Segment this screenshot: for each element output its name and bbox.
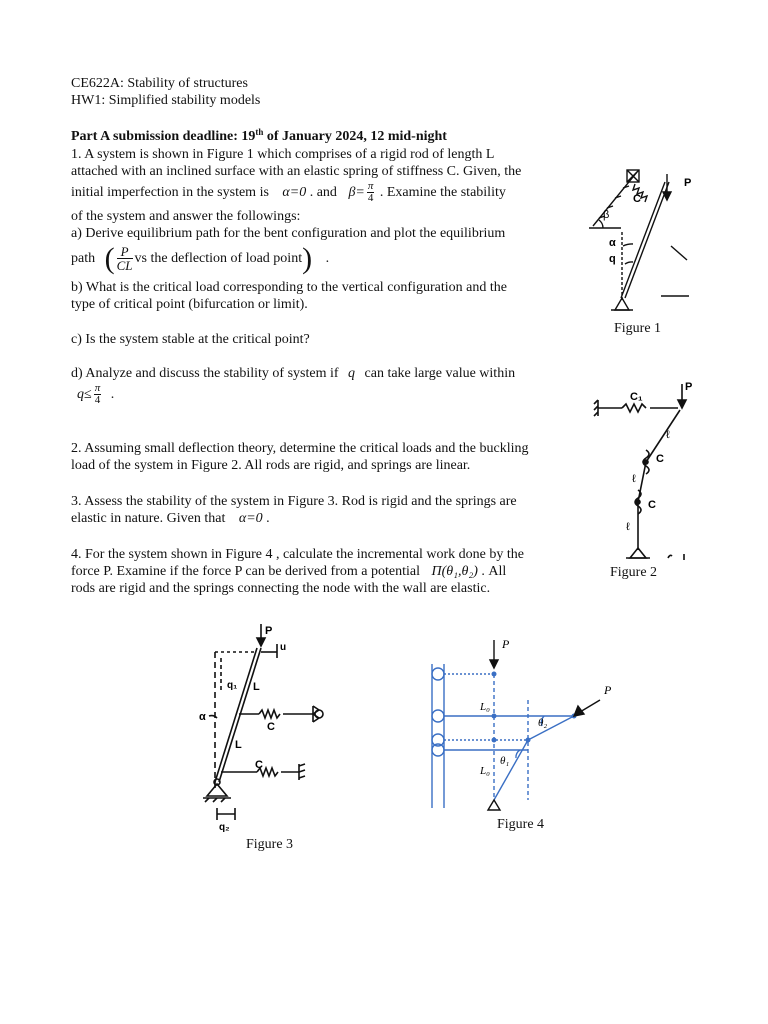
fig1-label-alpha: α — [609, 237, 616, 249]
q1-line3-pre: initial imperfection in the system is — [71, 185, 269, 200]
figure-4-diagram — [420, 634, 620, 816]
q3-alpha-eq: α=0 — [238, 511, 263, 526]
question-4 — [71, 546, 571, 597]
q1-a-frac — [117, 245, 133, 272]
homework-title: HW1: Simplified stability models — [71, 93, 261, 108]
q4-potential: Π(θ₁,θ₂) — [431, 564, 478, 579]
q1-d-post: can take large value within — [364, 366, 516, 381]
fig4-label-P-right: P — [604, 683, 612, 697]
q1-line2: attached with an inclined surface with an elastic spring of stiffness C. Given, the — [71, 164, 522, 179]
deadline — [71, 128, 447, 145]
fig3-label-L-lower: L — [235, 739, 242, 751]
q1-line4: of the system and answer the followings: — [71, 209, 301, 224]
q1-alpha-eq: α=0 — [282, 185, 307, 200]
q1-d-line1 — [71, 365, 566, 382]
fig1-label-C: C — [633, 193, 641, 205]
q1-line3-post: . Examine the stability — [379, 185, 506, 200]
q1-d-qle: q≤ — [77, 387, 92, 402]
q1-and: . and — [309, 185, 337, 200]
fig2-label-l-mid: ℓ — [632, 473, 636, 485]
figure-2-caption: Figure 2 — [610, 565, 658, 580]
q3-line1: 3. Assess the stability of the system in Figure 3. Rod is rigid and the springs are — [71, 494, 517, 509]
q1-line1: 1. A system is shown in Figure 1 which comprises of a rigid rod of length L — [71, 147, 495, 162]
q3-line2 — [71, 510, 566, 527]
figure-1-diagram — [585, 168, 695, 313]
fig4-label-theta2: θ₂ — [538, 717, 548, 729]
q1-d-pi: π — [94, 382, 101, 395]
question-2 — [71, 440, 571, 474]
fig3-label-q1: q₁ — [227, 680, 238, 691]
fig4-label-theta1: θ₁ — [500, 755, 510, 767]
q1-d-q: q — [348, 366, 356, 381]
question-3 — [71, 493, 566, 527]
q1-beta-eq: β= — [348, 185, 365, 200]
q1-d-line2 — [77, 382, 566, 408]
q1-d-four: 4 — [94, 394, 101, 407]
fig3-label-C-upper: C — [267, 721, 275, 733]
q1-d-frac — [94, 383, 102, 406]
q1-d-dot: . — [110, 387, 115, 402]
fig3-label-C-lower: C — [255, 759, 263, 771]
q3-line2-pre: elastic in nature. Given that — [71, 511, 226, 526]
q3-dot: . — [266, 511, 270, 526]
fig3-label-alpha: α — [199, 711, 206, 723]
fig2-label-C-upper: C — [656, 453, 664, 465]
q1-a-P: P — [117, 245, 133, 259]
q1-b-line1: b) What is the critical load corresponding to the vertical configuration and the — [71, 280, 507, 295]
q1-a-CL: CL — [116, 258, 133, 274]
q2-line1: 2. Assuming small deflection theory, determine the critical loads and the buckling — [71, 441, 529, 456]
q1-a-rparen: ) — [302, 241, 313, 275]
fig2-label-l-upper: ℓ — [666, 429, 670, 441]
fig4-label-L0-upper: L₀ — [480, 701, 490, 713]
q1-b-line2: type of critical point (bifurcation or limit). — [71, 297, 308, 312]
fig4-label-P-top: P — [502, 637, 510, 651]
figure-3-diagram — [195, 622, 335, 834]
q1-a-vs: vs the deflection of load point — [134, 251, 303, 266]
question-1 — [71, 146, 566, 408]
q1-a-lparen: ( — [104, 241, 115, 275]
q4-line3: rods are rigid and the springs connecting the node with the wall are elastic. — [71, 581, 491, 596]
fig2-label-l-lower: ℓ — [626, 521, 630, 533]
fig2-label-P: P — [685, 381, 693, 393]
q1-a-line2 — [71, 242, 566, 276]
q1-d-pre: d) Analyze and discuss the stability of system if — [71, 366, 339, 381]
figure-1-caption: Figure 1 — [614, 321, 662, 336]
q1-a-path: path — [71, 251, 96, 266]
figure-4-caption: Figure 4 — [497, 817, 545, 832]
fig3-label-u: u — [280, 642, 287, 653]
q1-c: c) Is the system stable at the critical point? — [71, 332, 310, 347]
fig1-label-q: q — [609, 253, 616, 265]
fig3-label-P: P — [265, 625, 273, 637]
deadline-text: Part A submission deadline: 19th of January 2024, 12 mid-night — [71, 127, 447, 144]
q1-a-dot: . — [325, 251, 330, 266]
course-title: CE622A: Stability of structures — [71, 76, 248, 91]
fig3-label-q2: q₂ — [219, 822, 230, 833]
q1-line3 — [71, 180, 566, 206]
q1-pi-over-4 — [367, 181, 375, 204]
q4-line1: 4. For the system shown in Figure 4 , calculate the incremental work done by the — [71, 547, 524, 562]
fig2-label-C1: C₁ — [630, 391, 643, 403]
q1-pi: π — [367, 180, 374, 193]
q4-line2-pre: force P. Examine if the force P can be derived from a potential — [71, 564, 420, 579]
fig2-label-C-lower: C — [648, 499, 656, 511]
figure-2-diagram — [592, 378, 696, 564]
figure-3-caption: Figure 3 — [246, 837, 294, 852]
q1-a-line1: a) Derive equilibrium path for the bent configuration and plot the equilibrium — [71, 226, 506, 241]
q4-line2 — [71, 563, 571, 580]
q1-four: 4 — [367, 192, 374, 205]
q4-line2-post: . All — [481, 564, 507, 579]
fig1-label-P: P — [684, 177, 692, 189]
fig1-label-beta: β — [603, 209, 610, 221]
fig4-label-L0-lower: L₀ — [480, 765, 490, 777]
fig3-label-L-upper: L — [253, 681, 260, 693]
q2-line2: load of the system in Figure 2. All rods are rigid, and springs are linear. — [71, 458, 471, 473]
